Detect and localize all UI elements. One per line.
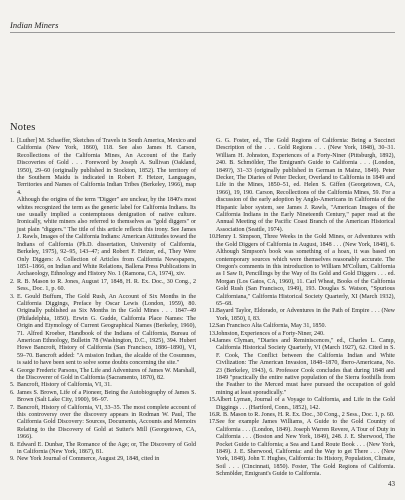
footnote-text: Johnston, Experiences of a Forty-Niner, 240.: [216, 330, 325, 337]
footnote: [209, 397, 395, 412]
footnote-number: 13.: [209, 330, 217, 337]
footnote-text: Albert Lyman, Journal of a Voyage to California, and Life in the Gold Diggings . . . (Hartford, Conn., 1852), 142.: [216, 397, 395, 411]
footnote-number: 3.: [10, 293, 15, 300]
footnote: [10, 405, 196, 442]
footnote-number: 7.: [10, 404, 15, 411]
footnote: [10, 390, 196, 405]
footnote-text: Edward E. Dunbar, The Romance of the Age; or, The Discovery of Gold in California (New York, 1867), 81.: [17, 441, 196, 456]
footnote-text: Henry I. Simpson, Three Weeks in the Gold Mines, or Adventures with the Gold Diggers of California in August, 1848 . . . (New York, 1848), 6. Although Simpson's book was something of a hoax, it was based on contemporary sources which were themselves reasonably accurate. The Oregon's comments in this introduction to William M'Collum, California as I Saw It, Pencillings by the Way of Its Gold and Gold Diggers . . . ed. Morgan (Los Gatos, CA, 1960), 11. Carl Wheat, Books of the California Gold Rush (San Francisco, 1949), 193. Douglas S. Watson, "Spurious Californiana," California Historical Society Quarterly, XI (March 1932), 65–68.: [216, 234, 395, 307]
footnote: [10, 368, 196, 383]
footnote-text: Bancroft, History of California, VI, 33–35. The most complete account of this controversy over the discovery appears in Rodman W. Paul, The California Gold Discovery: Sources, Documents, Accounts and Memoirs Relating to the Discovery of Gold at Sutter's Mill (Georgetown, CA, 1966).: [17, 404, 196, 441]
section-title: Notes: [10, 122, 36, 133]
footnote-text: R. B. Mason to R. Jones, August 17, 1848, H. R. Ex. Doc., 30 Cong., 2 Sess., Doc. 1, p. 60.: [17, 278, 196, 293]
footnote: [209, 234, 395, 308]
footnote-text: New York Journal of Commerce, August 29, 1848, cited in: [17, 456, 160, 463]
footnote-text: [Luther] M. Schaeffer, Sketches of Travels in South America, Mexico and California (New York, 1860), 118. See also James H. Carson, Recollections of the California Mines, An Account of the Early Discoveries of Gold . . . Foreword by Joseph A. Sullivan (Oakland, 1950), 29–60 (originally published in Stockton, 1852). The territory of the Southern Maidu is indicated in Robert F. Heizer, Languages, Territories and Names of California Indian Tribes (Berkeley, 1966), map 4.: [17, 138, 196, 196]
footnote-text: James S. Brown, Life of a Pioneer, Being the Autobiography of James S. Brown (Salt Lake City, 1900), 96–97.: [17, 389, 196, 404]
footnote: [209, 331, 395, 338]
footnote: [209, 419, 395, 478]
footnote-number: 4.: [10, 367, 15, 374]
footnote-text: R. B. Mason to R. Jones, H. R. Ex. Doc., 30 Cong., 2 Sess., Doc. 1, p. 60.: [216, 412, 395, 419]
footnote-text: G. G. Foster, ed., The Gold Regions of California: Being a Succinct Description of the . . . Gold Regions . . . (New York, 1848), 30–31. William H. Johnston, Experiences of a Forty-Niner (Pittsburgh, 1892), 240. B. Schmölder, The Emigrant's Guide to California . . . (London, 1849?), 31–33 (originally published in German in Mainz, 1849). Peter Decker, The Diaries of Peter Decker, Overland to California in 1849 and Life in the Mines, 1850–51, ed. Helen S. Giffen (Georgetown, CA, 1966), 19, 190. Carson, Recollections of the California Mines, 59. For a discussion of the early adoption by Anglo-Americans in California of the Hispanic labor system, see James J. Rawls, "American Images of the California Indians in the Early Nineteenth Century," paper read at the Annual Meeting of the Pacific Coast Branch of the American Historical Association (Seattle, 1974).: [216, 138, 395, 233]
footnote-number: 5.: [10, 382, 15, 389]
notes-column-left: [10, 138, 196, 464]
footnote: [209, 323, 395, 330]
footnote: [10, 197, 196, 278]
footnote-text: E. Gould Buffum, The Gold Rush, An Account of Six Months in the California Diggings, Preface by Oscar Lewis (London, 1959), 80. Originally published as Six Months in the Gold Mines . . . 1847–49 (Philadelphia, 1850). Erwin G. Gudde, California Place Names: The Origin and Etymology of Current Geographical Names (Berkeley, 1960), 71. Alfred Kroeber, Handbook of the Indians of California, Bureau of American Ethnology, Bulletin 78 (Washington, D.C., 1925), 394. Hubert Howe Bancroft, History of California (San Francisco, 1886–1890), VI, 59–70. Bancroft added: "A mission Indian, the alcalde of the Cosumnes, is said to have been sent to solve some doubts concerning the site.": [17, 293, 196, 367]
footnote-number: 11.: [209, 308, 217, 315]
footnote-number: 6.: [10, 389, 15, 396]
notes-column-right: [209, 138, 395, 479]
footnote-text: Although the origins of the term "Digger" are unclear, by the 1840's most whites recognized the term as the generic label for California Indians. Its use usually implied a contemptuous denigration of native culture. Ironically, white miners also referred to themselves as "gold diggers" or just plain "diggers." The title of this article reflects this irony. See James J. Rawls, Images of the California Indians: American Attitudes toward the Indians of California (Ph.D. dissertation, University of California, Berkeley, 1975), 92–95, 143–47; and Robert F. Heizer, ed., They Were Only Diggers: A Collection of Articles from California Newspapers, 1851–1866, on Indian and White Relations, Ballena Press Publications in Archaeology, Ethnology and History No. 1 (Ramona, CA, 1974), xiv.: [17, 197, 197, 278]
footnote: [10, 294, 196, 368]
footnote-text: See for example James Williams, A Guide to the Gold Country of California . . . (London, 1849). Joseph Warren Revere, A Tour of Duty in California . . . (Boston and New York, 1849), 248. J. E. Sherwood, The Pocket Guide to California; a Sea and Land Route Book . . . (New York, 1849). J. E. Sherwood, California: and the Way to get There . . . (New York, 1848). John T. Hughes, California: Its History, Population, Climate, Soil . . . (Cincinnati, 1850). Foster, The Gold Regions of California. Schmölder, Emigrant's Guide to California.: [216, 419, 395, 478]
footnote-text: George Frederic Parsons, The Life and Adventures of James W. Marshall, the Discoverer of Gold in California (Sacramento, 1870), 82.: [17, 367, 196, 381]
footnote-number: 10.: [209, 234, 217, 241]
footnote-number: 9.: [10, 456, 15, 463]
footnote-number: 2.: [10, 278, 15, 285]
footnote-number: 14.: [209, 337, 217, 344]
footnote-number: 15.: [209, 397, 217, 404]
footnote: [10, 456, 196, 463]
footnote: [209, 338, 395, 397]
footnote: [10, 442, 196, 457]
footnote-number: 12.: [209, 323, 217, 330]
footnote-number: 1.: [10, 138, 15, 144]
header-divider: [10, 32, 395, 33]
footnote: [209, 138, 395, 234]
footnote: [209, 308, 395, 323]
footnote-text: Bancroft, History of California, VI, 31.: [17, 382, 112, 389]
running-title: Indian Miners: [10, 20, 59, 30]
footnote-number: 8.: [10, 441, 15, 448]
footnote: [10, 279, 196, 294]
footnote-text: Bayard Taylor, Eldorado, or Adventures in the Path of Empire . . . (New York, 1850), I, 83.: [216, 308, 395, 322]
footnote: [10, 138, 196, 197]
footnote: [10, 382, 196, 389]
footnote-number: 17.: [209, 419, 217, 426]
footnote-text: San Francisco Alta California, May 31, 1850.: [216, 323, 327, 330]
footnote-text: James Clyman, "Diaries and Reminiscences," ed., Charles L. Camp, California Historical Society Quarterly, VI (March 1927), 62. Cited in S. F. Cook, The Conflict between the California Indian and White Civilization: The American Invasion, 1848–1870, Ibero-Americana, No. 23 (Berkeley, 1943), 6. Professor Cook concludes that during 1848 and 1849 "practically the entire native population of the Sierra foothills from the Feather to the Merced must have pursued the occupation of gold mining at least sporadically.": [216, 337, 395, 396]
footnote-number: 16.: [209, 412, 217, 419]
page-number: 43: [388, 480, 395, 488]
